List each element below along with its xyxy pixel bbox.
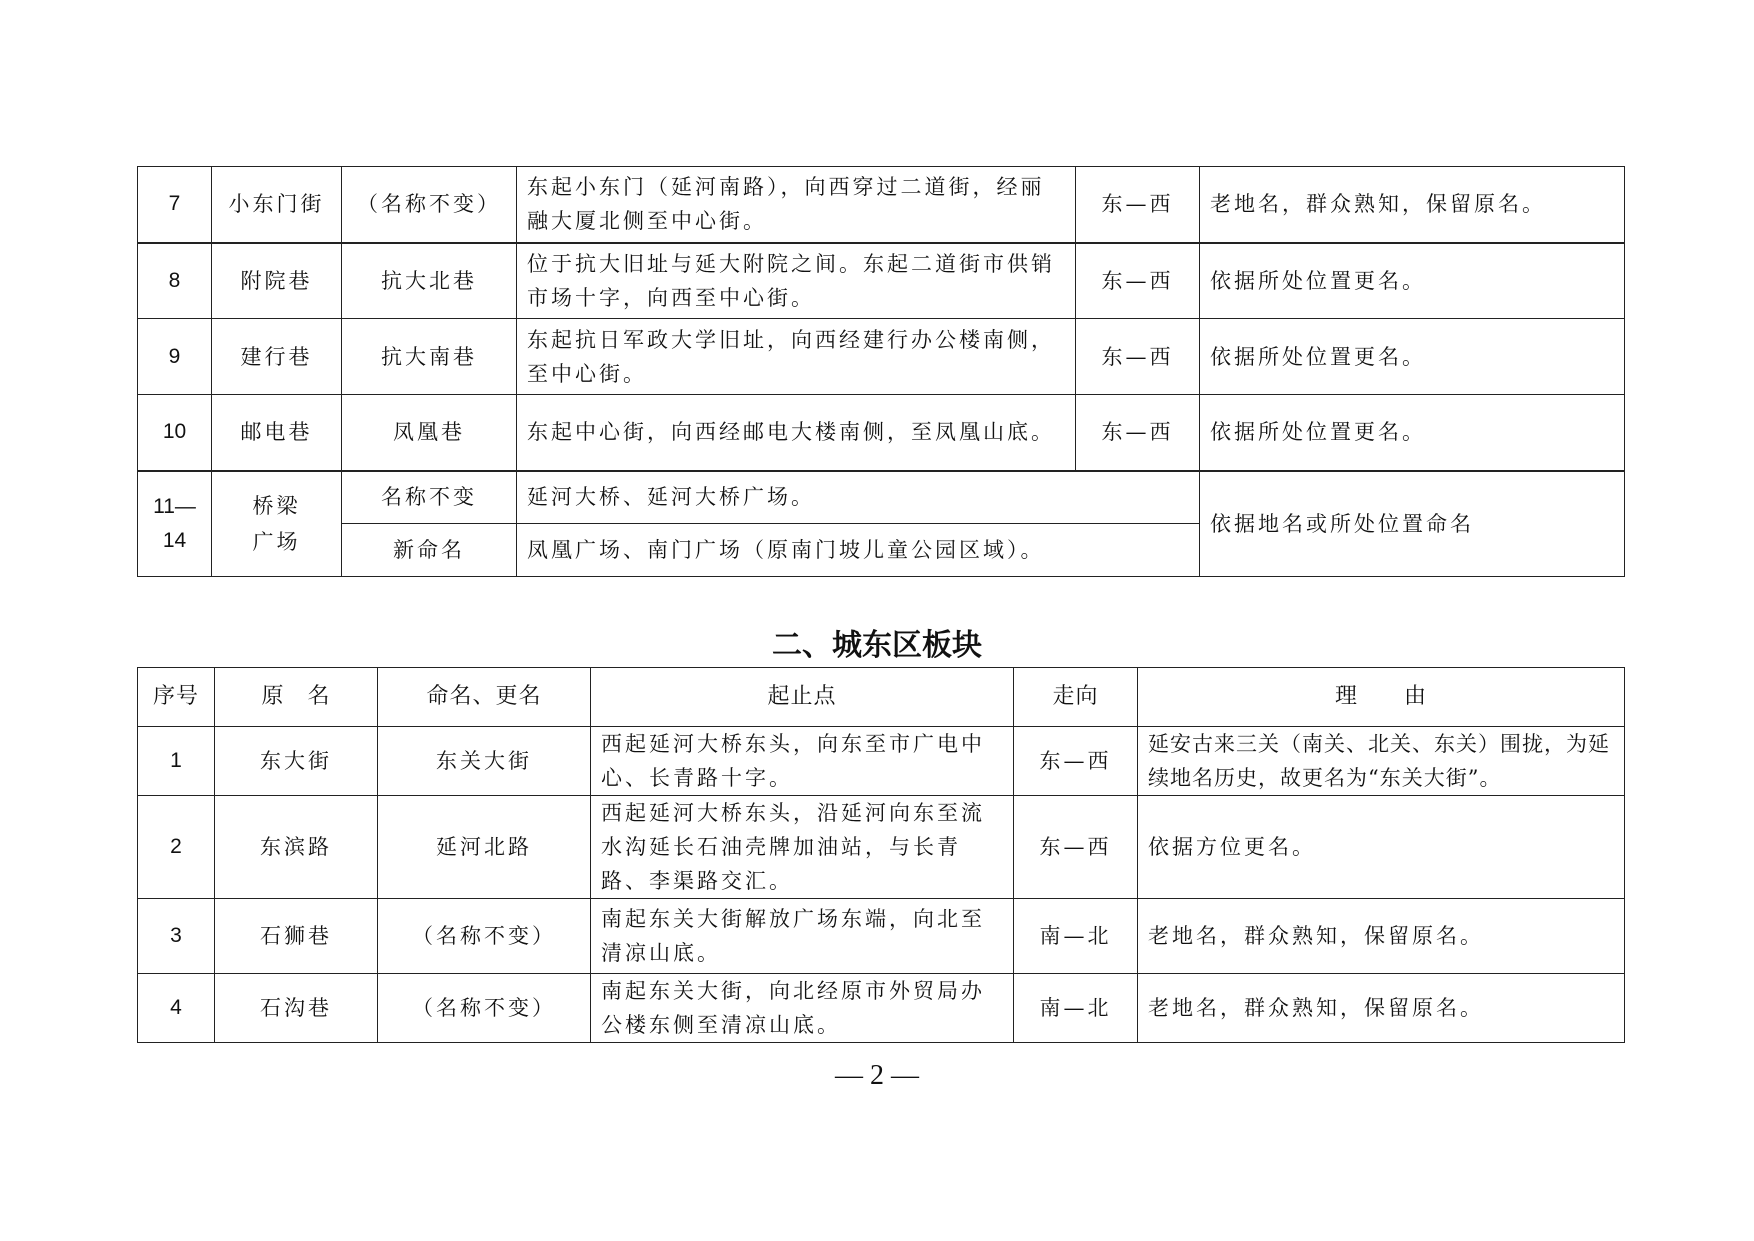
row-number: 9 [138,319,212,395]
page-number: — 2 — [835,1060,919,1091]
street-naming-table-continued [137,166,1625,577]
original-name [212,471,342,577]
start-end-point: 东起抗日军政大学旧址，向西经建行办公楼南侧，至中心街。 [517,319,1076,395]
new-name: 抗大南巷 [342,319,517,395]
row-number: 10 [138,395,212,471]
direction: 东—西 [1014,727,1138,796]
header-direction: 走向 [1014,668,1138,727]
table-row [138,395,1625,471]
reason: 延安古来三关（南关、北关、东关）围拢，为延续地名历史，故更名为“东关大街”。 [1138,727,1625,796]
table-row [138,471,1625,524]
table-row [138,167,1625,243]
reason: 老地名，群众熟知，保留原名。 [1138,974,1625,1043]
direction: 东—西 [1076,243,1200,319]
direction: 南—北 [1014,899,1138,974]
table-row [138,727,1625,796]
table-row [138,319,1625,395]
row-number: 1 [138,727,215,796]
row-number: 7 [138,167,212,243]
direction: 东—西 [1076,395,1200,471]
original-name: 建行巷 [212,319,342,395]
direction: 南—北 [1014,974,1138,1043]
new-name: （名称不变） [378,974,591,1043]
original-name: 附院巷 [212,243,342,319]
reason: 依据地名或所处位置命名 [1200,471,1625,577]
header-original-name: 原 名 [215,668,378,727]
original-name: 邮电巷 [212,395,342,471]
reason: 依据所处位置更名。 [1200,395,1625,471]
row-number: 2 [138,796,215,899]
start-end-point: 东起小东门（延河南路），向西穿过二道街，经丽融大厦北侧至中心街。 [517,167,1076,243]
sub-category-items: 延河大桥、延河大桥广场。 [517,471,1200,524]
row-number: 8 [138,243,212,319]
header-number: 序号 [138,668,215,727]
table-header-row [138,668,1625,727]
direction: 东—西 [1076,319,1200,395]
sub-category-items: 凤凰广场、南门广场（原南门坡儿童公园区域）。 [517,524,1200,577]
original-name-line1: 桥梁 [252,493,301,518]
table-row [138,974,1625,1043]
table-row [138,796,1625,899]
new-name: （名称不变） [342,167,517,243]
start-end-point: 南起东关大街解放广场东端，向北至清凉山底。 [591,899,1014,974]
original-name-line2: 广场 [252,529,301,554]
table-row [138,899,1625,974]
new-name: 延河北路 [378,796,591,899]
header-start-end-point: 起止点 [591,668,1014,727]
new-name: 抗大北巷 [342,243,517,319]
direction: 东—西 [1076,167,1200,243]
original-name: 石狮巷 [215,899,378,974]
start-end-point: 西起延河大桥东头，沿延河向东至流水沟延长石油壳牌加油站，与长青路、李渠路交汇。 [591,796,1014,899]
original-name: 东滨路 [215,796,378,899]
original-name: 东大街 [215,727,378,796]
table-row [138,243,1625,319]
reason: 老地名，群众熟知，保留原名。 [1138,899,1625,974]
header-reason: 理 由 [1138,668,1625,727]
row-number: 4 [138,974,215,1043]
reason: 依据所处位置更名。 [1200,319,1625,395]
header-new-name: 命名、更名 [378,668,591,727]
new-name: 凤凰巷 [342,395,517,471]
reason: 依据所处位置更名。 [1200,243,1625,319]
start-end-point: 位于抗大旧址与延大附院之间。东起二道街市供销市场十字，向西至中心街。 [517,243,1076,319]
start-end-point: 南起东关大街，向北经原市外贸局办公楼东侧至清凉山底。 [591,974,1014,1043]
start-end-point: 东起中心街，向西经邮电大楼南侧，至凤凰山底。 [517,395,1076,471]
new-name: 东关大街 [378,727,591,796]
row-number: 3 [138,899,215,974]
section-title: 二、城东区板块 [772,628,982,663]
start-end-point: 西起延河大桥东头，向东至市广电中心、长青路十字。 [591,727,1014,796]
sub-category-label: 名称不变 [342,471,517,524]
reason: 依据方位更名。 [1138,796,1625,899]
reason: 老地名，群众熟知，保留原名。 [1200,167,1625,243]
original-name: 小东门街 [212,167,342,243]
direction: 东—西 [1014,796,1138,899]
original-name: 石沟巷 [215,974,378,1043]
new-name: （名称不变） [378,899,591,974]
sub-category-label: 新命名 [342,524,517,577]
row-number: 11—14 [138,471,212,577]
city-east-district-table [137,667,1625,1043]
